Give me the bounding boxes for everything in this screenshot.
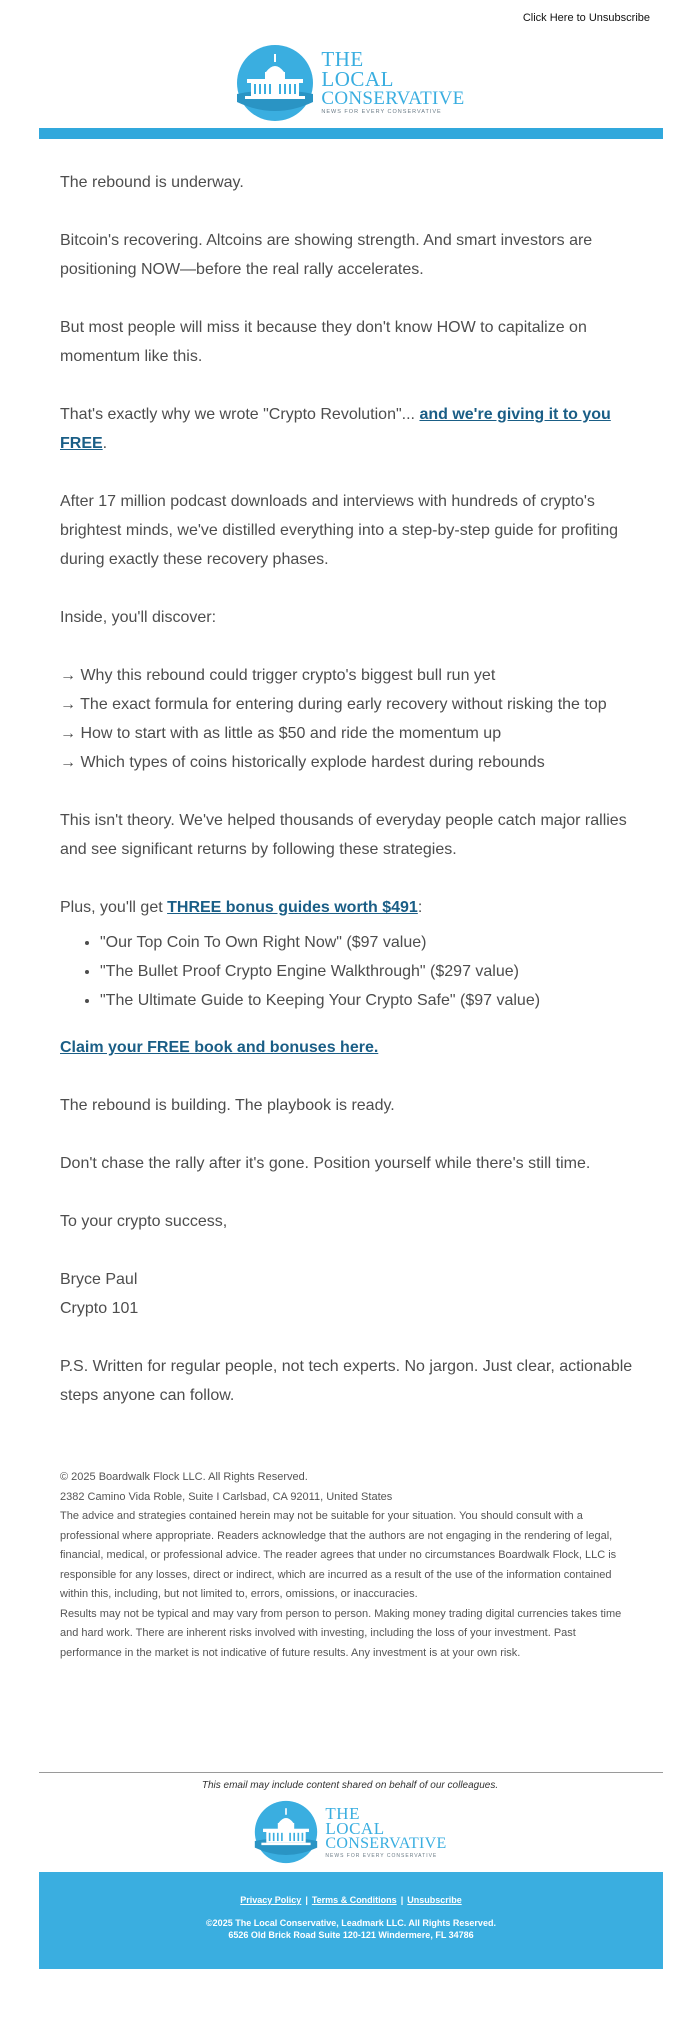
arrow-item: → How to start with as little as $50 and ride the momentum up <box>60 725 502 742</box>
signature-org: Crypto 101 <box>60 1300 139 1317</box>
footer-links <box>39 1895 663 1905</box>
colon: : <box>417 899 423 916</box>
footer-address: 6526 Old Brick Road Suite 120-121 Windermere, FL 34786 <box>228 1930 474 1940</box>
bonus-list-item: • "The Bullet Proof Crypto Engine Walkthrough" ($297 value) <box>100 957 640 986</box>
paragraph-theory: This isn't theory. We've helped thousands of everyday people catch major rallies and see significant returns by following these strategies. <box>60 812 627 858</box>
footer-copyright: ©2025 The Local Conservative, Leadmark LLC. All Rights Reserved. <box>206 1918 496 1928</box>
free-book-link[interactable]: and we're giving it to you FREE <box>60 406 611 452</box>
claim-free-book-link[interactable]: Claim your FREE book and bonuses here. <box>60 1039 379 1056</box>
logo-line-3: CONSERVATIVE <box>321 88 465 110</box>
email-body <box>60 168 640 1439</box>
signature <box>60 1265 640 1323</box>
legal-address: 2382 Camino Vida Roble, Suite I Carlsbad, CA 92011, United States <box>60 1490 393 1503</box>
paragraph-crypto-revolution <box>60 400 640 458</box>
logo-line-1: THE <box>321 47 364 72</box>
colleagues-note: This email may include content shared on behalf of our colleagues. <box>201 1780 499 1791</box>
legal-results-disclaimer: Results may not be typical and may vary from person to person. Making money trading digital currencies takes time and hard work. There are inherent risks involved with investing, including the loss of your investment. Past performance in the market is not indicative of future results. Any investment is at your own risk. <box>60 1607 622 1659</box>
arrow-item: → Which types of coins historically explode hardest during rebounds <box>60 754 545 771</box>
crypto-revolution-text: That's exactly why we wrote "Crypto Revolution"... <box>60 406 420 423</box>
separator: | <box>305 1895 308 1905</box>
bonus-list <box>60 928 640 1015</box>
legal-footer <box>60 1468 640 1663</box>
footer-logo[interactable] <box>0 1800 700 1864</box>
paragraph-ps: P.S. Written for regular people, not tech experts. No jargon. Just clear, actionable steps anyone can follow. <box>60 1358 633 1404</box>
paragraph-bitcoin: Bitcoin's recovering. Altcoins are showing strength. And smart investors are positioning NOW—before the real rally accelerates. <box>60 232 593 278</box>
period: . <box>102 435 108 452</box>
logo-line-3: CONSERVATIVE <box>325 1834 447 1852</box>
separator: | <box>400 1895 404 1905</box>
paragraph-intro: The rebound is underway. <box>60 174 244 191</box>
legal-disclaimer: The advice and strategies contained herein may not be suitable for your situation. You should consult with a professional where appropriate. Readers acknowledge that the authors are not engaging in the rendering of legal, financial, medical, or professional advice. The reader agrees that under no circumstances Boardwalk Flock, LLC is responsible for any losses, direct or indirect, which are incurred as a result of the use of the information contained within this, including, but not limited to, errors, omissions, or inaccuracies. <box>60 1510 617 1600</box>
logo-line-1: THE <box>325 1803 360 1823</box>
logo-line-2: LOCAL <box>321 67 394 92</box>
paragraph-claim <box>60 1033 640 1062</box>
signature-name: Bryce Paul <box>60 1271 138 1288</box>
paragraph-most-people: But most people will miss it because they don't know HOW to capitalize on momentum like this. <box>60 319 587 365</box>
paragraph-rebound-building: The rebound is building. The playbook is ready. <box>60 1097 395 1114</box>
logo-wordmark <box>321 47 465 116</box>
arrow-list <box>60 661 640 777</box>
paragraph-bonus <box>60 893 640 922</box>
terms-link[interactable]: Terms & Conditions <box>311 1895 397 1905</box>
footer-bar <box>39 1872 663 1969</box>
logo-tagline: NEWS FOR EVERY CONSERVATIVE <box>321 109 442 116</box>
header-logo[interactable] <box>0 44 700 122</box>
arrow-item: → Why this rebound could trigger crypto's biggest bull run yet <box>60 667 496 684</box>
paragraph-dont-chase: Don't chase the rally after it's gone. Position yourself while there's still time. <box>60 1155 591 1172</box>
legal-copyright: © 2025 Boardwalk Flock LLC. All Rights Reserved. <box>60 1471 308 1483</box>
paragraph-signoff: To your crypto success, <box>60 1213 228 1230</box>
bonus-list-item: • "Our Top Coin To Own Right Now" ($97 value) <box>100 928 640 957</box>
logo-wordmark <box>325 1803 447 1859</box>
bonus-list-item: • "The Ultimate Guide to Keeping Your Crypto Safe" ($97 value) <box>100 986 640 1015</box>
footer-copyright-block <box>39 1917 663 1941</box>
footer-unsubscribe-link[interactable]: Unsubscribe <box>407 1895 462 1905</box>
logo-tagline: NEWS FOR EVERY CONSERVATIVE <box>325 1852 438 1859</box>
arrow-item: → The exact formula for entering during early recovery without risking the top <box>60 696 607 713</box>
paragraph-podcast: After 17 million podcast downloads and interviews with hundreds of crypto's brightest minds, we've distilled everything into a step-by-step guide for profiting during exactly these recovery phases. <box>60 493 619 568</box>
bonus-guides-link[interactable]: THREE bonus guides worth $491 <box>167 899 418 916</box>
unsubscribe-link[interactable]: Click Here to Unsubscribe <box>522 12 650 24</box>
paragraph-inside: Inside, you'll discover: <box>60 609 217 626</box>
header-divider-bar <box>39 128 663 139</box>
logo-line-2: LOCAL <box>325 1819 385 1839</box>
bonus-text: Plus, you'll get <box>60 899 168 916</box>
footer-divider <box>39 1772 663 1773</box>
capitol-building-icon <box>253 1800 319 1864</box>
privacy-policy-link[interactable]: Privacy Policy <box>240 1895 302 1905</box>
capitol-building-icon <box>235 44 315 122</box>
